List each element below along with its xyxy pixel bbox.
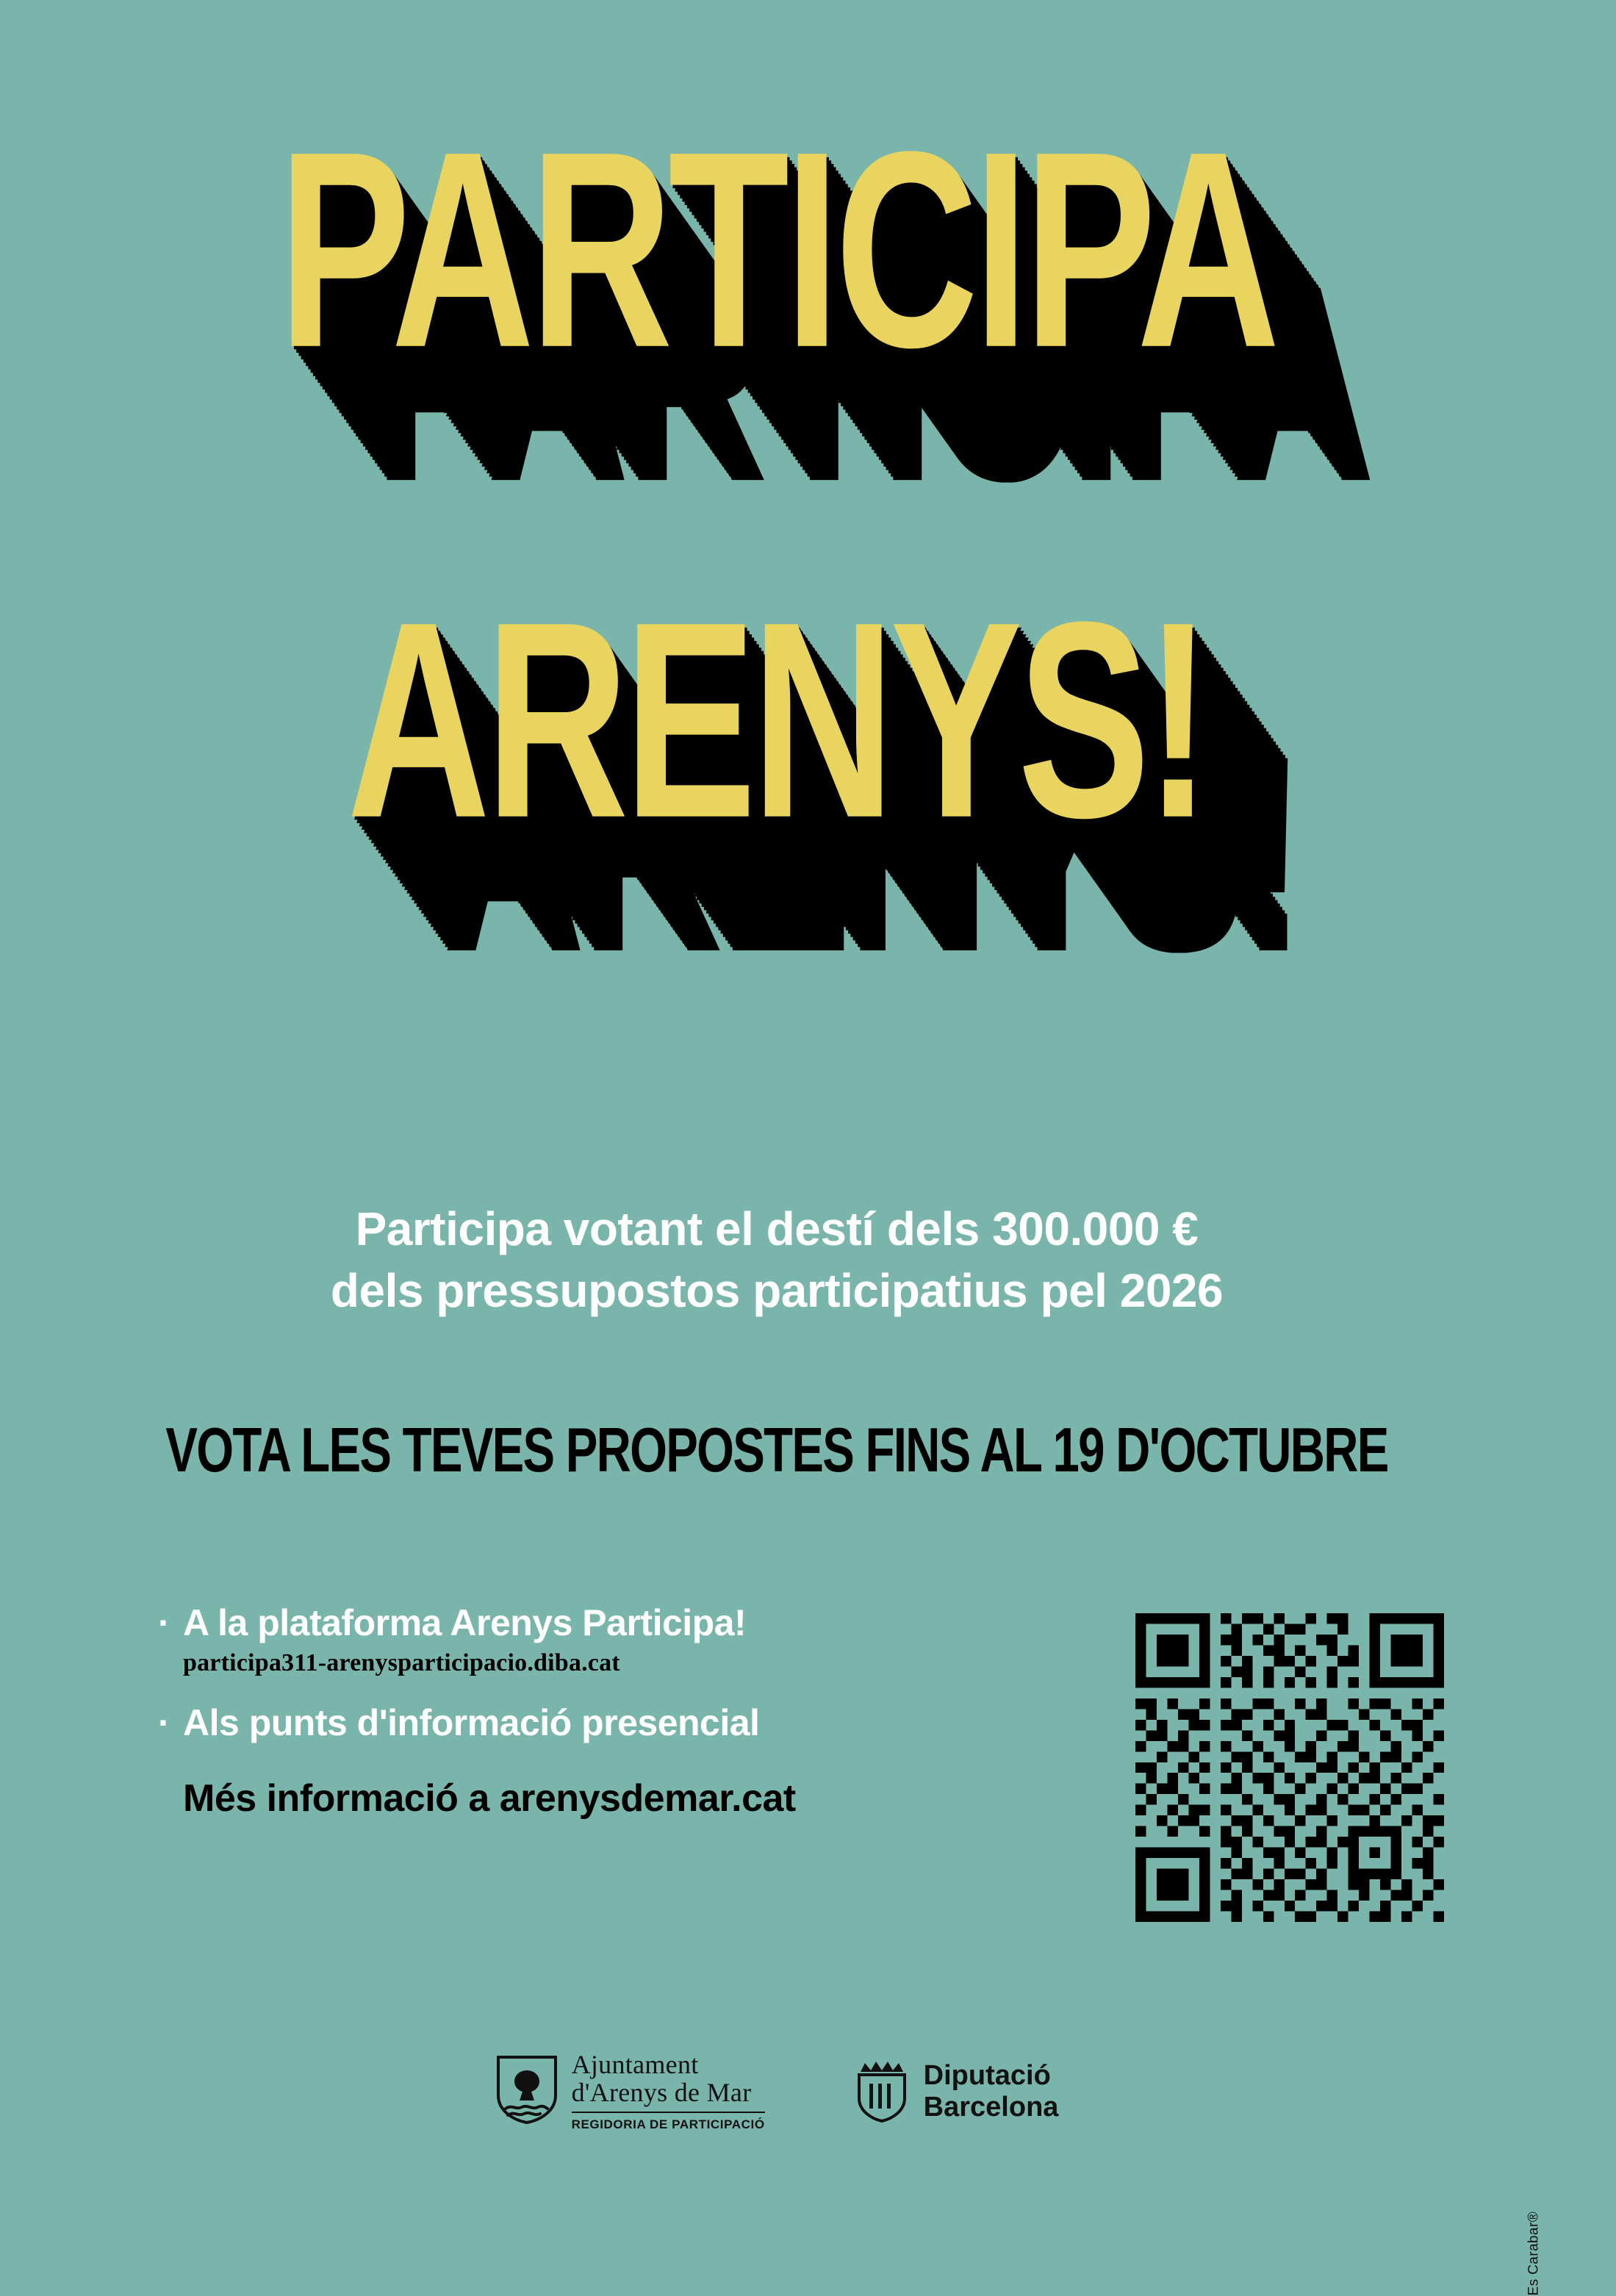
bullet-dot-icon: · bbox=[158, 1701, 170, 1743]
bullet-label-inperson: Als punts d'informació presencial bbox=[183, 1701, 760, 1743]
logo-line-2: d'Arenys de Mar bbox=[571, 2078, 752, 2108]
logo-line-1: Diputació bbox=[923, 2060, 1051, 2092]
deadline-banner: VOTA LES TEVES PROPOSTES FINS AL 19 D'OCTUBRE bbox=[165, 1415, 1388, 1486]
list-item bbox=[158, 1702, 1077, 1745]
crown-shield-icon bbox=[853, 2056, 911, 2127]
subtitle-line-1: Participa votant el destí dels 300.000 € bbox=[355, 1202, 1199, 1255]
qr-code-icon bbox=[1135, 1613, 1444, 1922]
platform-url[interactable]: participa311-arenysparticipacio.diba.cat bbox=[183, 1649, 620, 1676]
logo-ajuntament bbox=[495, 2051, 765, 2132]
headline-line-1: PARTICIPA bbox=[278, 93, 1276, 406]
footer-logos bbox=[0, 2051, 1554, 2132]
qr-code[interactable] bbox=[1135, 1613, 1444, 1922]
bullet-dot-icon: · bbox=[158, 1602, 170, 1643]
logo-ajuntament-text bbox=[572, 2051, 765, 2132]
headline-line-2: ARENYS! bbox=[347, 564, 1207, 876]
tree-shield-icon bbox=[495, 2054, 559, 2128]
logo-diputacio-text bbox=[924, 2060, 1059, 2123]
logo-line-2: Barcelona bbox=[923, 2091, 1059, 2123]
logo-line-1: Ajuntament bbox=[571, 2050, 699, 2079]
bullet-label-platform: A la plataforma Arenys Participa! bbox=[183, 1602, 747, 1643]
subtitle bbox=[0, 1198, 1554, 1322]
logo-line-3: REGIDORIA DE PARTICIPACIÓ bbox=[572, 2112, 765, 2132]
info-block bbox=[158, 1602, 1077, 1820]
headline-block bbox=[0, 93, 1554, 1161]
logo-diputacio bbox=[853, 2056, 1059, 2127]
more-info-line[interactable]: Més informació a arenysdemar.cat bbox=[183, 1777, 796, 1820]
list-item bbox=[158, 1602, 1077, 1645]
designer-credit: Es Carabar® bbox=[1526, 2211, 1541, 2296]
subtitle-line-2: dels pressupostos participatius pel 2026 bbox=[330, 1264, 1224, 1318]
